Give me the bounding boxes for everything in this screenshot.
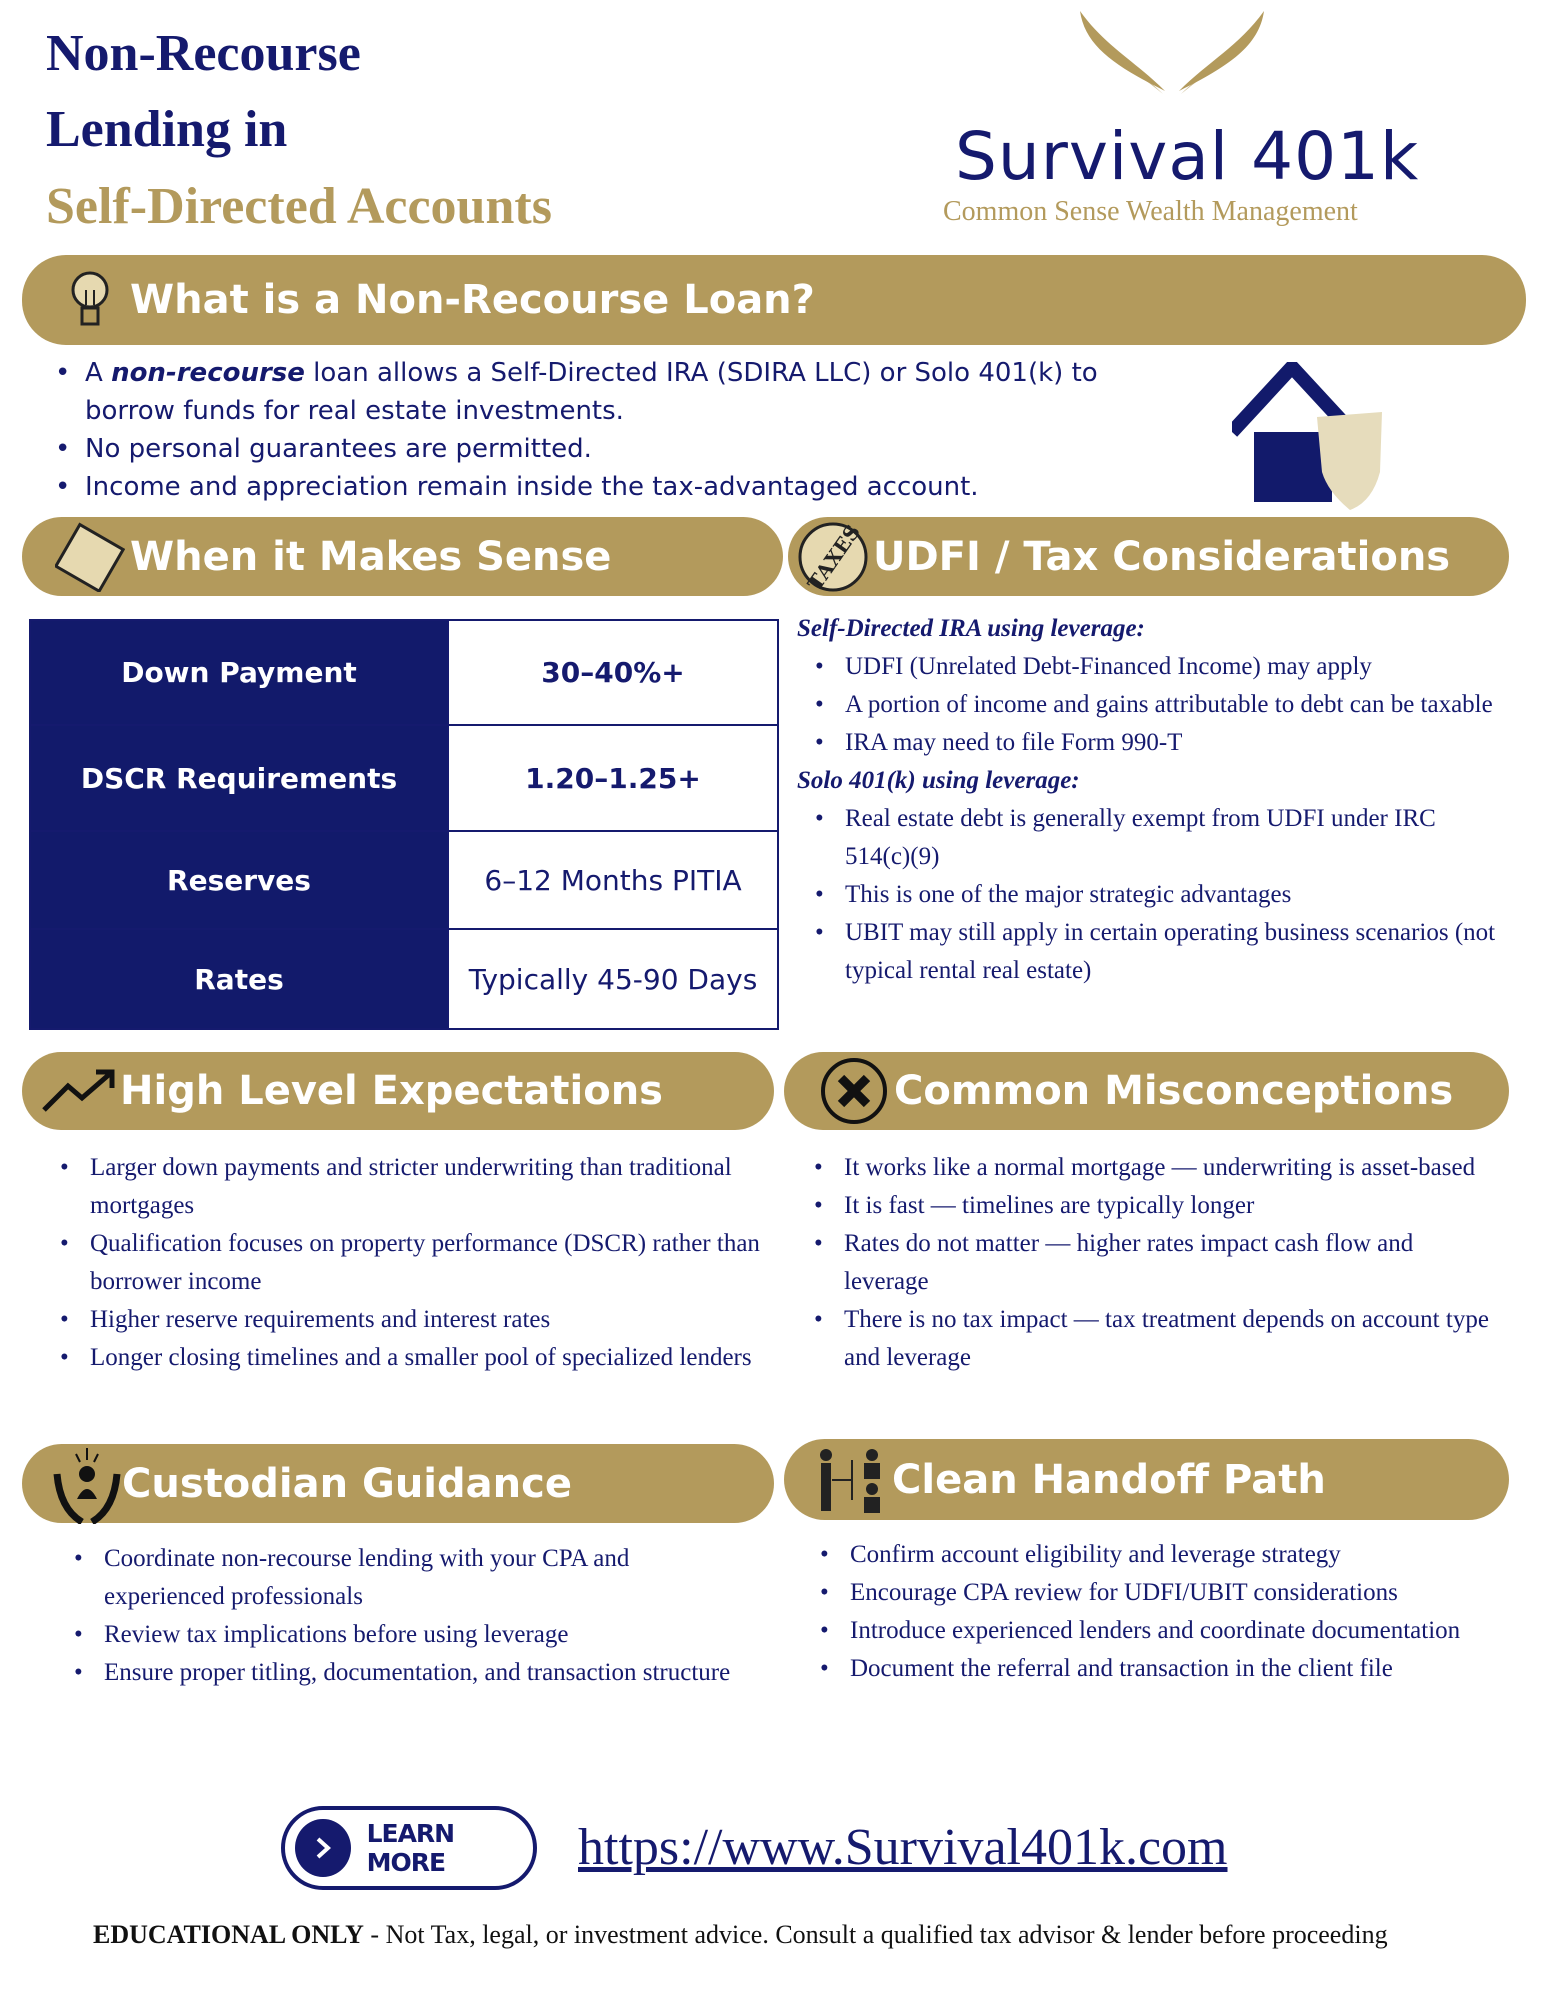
what-banner	[22, 255, 1526, 345]
list-item: • There is no tax impact — tax treatment depends on account type and leverage	[814, 1301, 1504, 1377]
list-item: • Larger down payments and stricter underwriting than traditional mortgages	[60, 1149, 760, 1225]
handoff-banner	[784, 1439, 1509, 1520]
table-row: Down Payment 30–40%+	[30, 620, 778, 725]
list-item: • A portion of income and gains attributable to debt can be taxable	[815, 686, 1507, 724]
logo-tagline: Common Sense Wealth Management	[943, 196, 1358, 227]
learn-more-label: LEARN MORE	[366, 1819, 455, 1877]
what-title: What is a Non-Recourse Loan?	[130, 277, 815, 323]
udfi-banner	[788, 517, 1509, 596]
list-item: • Document the referral and transaction in the client file	[820, 1650, 1510, 1688]
solo-heading: Solo 401(k) using leverage:	[797, 767, 1080, 794]
list-item: • It works like a normal mortgage — underwriting is asset-based	[814, 1149, 1504, 1187]
svg-text:TAXES: TAXES	[802, 519, 866, 595]
list-item: • Encourage CPA review for UDFI/UBIT considerations	[820, 1574, 1510, 1612]
udfi-content	[797, 610, 1507, 990]
handoff-list	[820, 1536, 1510, 1688]
table-row: Reserves 6–12 Months PITIA	[30, 831, 778, 929]
list-item: • UBIT may still apply in certain operating business scenarios (not typical rental real estate)	[815, 914, 1507, 990]
expect-title: High Level Expectations	[120, 1068, 663, 1114]
list-item: • Introduce experienced lenders and coordinate documentation	[820, 1612, 1510, 1650]
list-item: • No personal guarantees are permitted.	[55, 430, 1155, 468]
udfi-title: UDFI / Tax Considerations	[873, 533, 1451, 580]
table-row: Rates Typically 45-90 Days	[30, 929, 778, 1029]
calendar-icon	[50, 517, 130, 597]
list-item: • Income and appreciation remain inside the tax-advantaged account.	[55, 468, 1155, 506]
handoff-title: Clean Handoff Path	[892, 1456, 1326, 1503]
lightbulb-icon	[50, 260, 130, 340]
myth-title: Common Misconceptions	[894, 1068, 1454, 1114]
list-item: • Real estate debt is generally exempt from UDFI under IRC 514(c)(9)	[815, 800, 1507, 876]
what-list	[55, 354, 1155, 506]
list-item: • UDFI (Unrelated Debt-Financed Income) may apply	[815, 648, 1507, 686]
list-item: • Rates do not matter — higher rates impact cash flow and leverage	[814, 1225, 1504, 1301]
handoff-people-icon	[812, 1440, 892, 1520]
list-item: • IRA may need to file Form 990-T	[815, 724, 1507, 762]
custodian-banner	[22, 1444, 774, 1523]
list-item: • Qualification focuses on property performance (DSCR) rather than borrower income	[60, 1225, 760, 1301]
learn-more-button[interactable]	[281, 1806, 537, 1890]
expect-list	[60, 1149, 760, 1377]
title-line-3: Self-Directed Accounts	[46, 178, 552, 235]
custodian-title: Custodian Guidance	[122, 1460, 572, 1507]
expect-banner	[22, 1052, 774, 1130]
list-item: • Review tax implications before using leverage	[74, 1616, 754, 1654]
table-row: DSCR Requirements 1.20–1.25+	[30, 725, 778, 831]
ira-heading: Self-Directed IRA using leverage:	[797, 615, 1145, 642]
title-line-2: Lending in	[46, 101, 288, 158]
myth-banner	[784, 1052, 1509, 1130]
requirements-table	[29, 619, 779, 1030]
list-item: • It is fast — timelines are typically longer	[814, 1187, 1504, 1225]
trend-up-icon	[40, 1051, 120, 1131]
list-item: • This is one of the major strategic advantages	[815, 876, 1507, 914]
logo-name: Survival 401k	[955, 118, 1420, 195]
house-shield-icon	[1232, 362, 1402, 517]
list-item: • Longer closing timelines and a smaller pool of specialized lenders	[60, 1339, 760, 1377]
x-circle-icon	[814, 1051, 894, 1131]
list-item: • A non-recourse loan allows a Self-Directed IRA (SDIRA LLC) or Solo 401(k) to borrow funds for real estate investments.	[55, 354, 1155, 430]
website-link[interactable]: https://www.Survival401k.com	[578, 1819, 1228, 1876]
when-banner	[22, 517, 783, 596]
when-title: When it Makes Sense	[130, 533, 612, 580]
list-item: • Coordinate non-recourse lending with your CPA and experienced professionals	[74, 1540, 754, 1616]
title-line-1: Non-Recourse	[46, 25, 361, 82]
taxes-stamp-icon	[793, 517, 873, 597]
chevron-right-icon	[295, 1819, 351, 1877]
list-item: • Confirm account eligibility and leverage strategy	[820, 1536, 1510, 1574]
custodian-list	[74, 1540, 754, 1692]
logo-wings-icon	[1075, 6, 1269, 101]
disclaimer: EDUCATIONAL ONLY - Not Tax, legal, or investment advice. Consult a qualified tax advisor & lender before proceeding	[93, 1920, 1388, 1949]
hands-person-icon	[52, 1444, 122, 1524]
list-item: • Ensure proper titling, documentation, and transaction structure	[74, 1654, 754, 1692]
list-item: • Higher reserve requirements and interest rates	[60, 1301, 760, 1339]
myth-list	[814, 1149, 1504, 1377]
